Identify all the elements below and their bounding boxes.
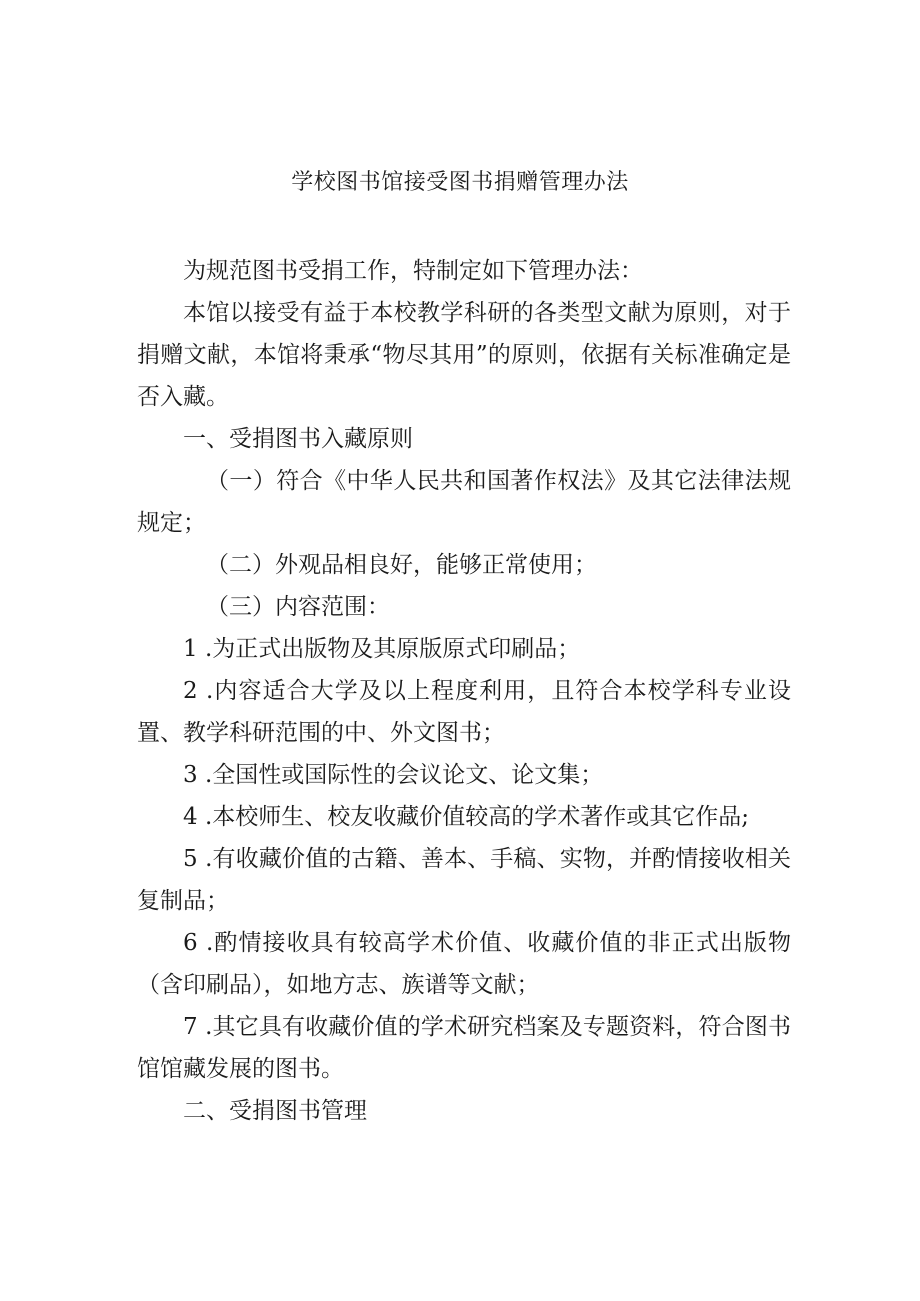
section-heading-1: 一、受捐图书入藏原则 — [183, 426, 413, 452]
list-item-7: 7 .其它具有收藏价值的学术研究档案及专题资料，符合图书馆馆藏发展的图书。 — [137, 1014, 791, 1082]
clause-3: （三）内容范围： — [206, 594, 390, 620]
list-item-6: 6 .酌情接收具有较高学术价值、收藏价值的非正式出版物（含印刷品），如地方志、族谱等文献； — [137, 930, 791, 998]
clause-1: （一）符合《中华人民共和国著作权法》及其它法律法规规定； — [137, 468, 791, 536]
clause-2: （二）外观品相良好，能够正常使用； — [206, 552, 597, 578]
document-title: 学校图书馆接受图书捐赠管理办法 — [291, 170, 629, 195]
list-item-2: 2 .内容适合大学及以上程度利用，且符合本校学科专业设置、教学科研范围的中、外文图书； — [137, 678, 791, 746]
section-heading-2: 二、受捐图书管理 — [183, 1098, 367, 1124]
list-item-5: 5 .有收藏价值的古籍、善本、手稿、实物，并酌情接收相关复制品； — [137, 846, 791, 914]
paragraph-intro: 为规范图书受捐工作，特制定如下管理办法： — [183, 258, 643, 284]
list-item-3: 3 .全国性或国际性的会议论文、论文集； — [183, 762, 604, 788]
paragraph-principle: 本馆以接受有益于本校教学科研的各类型文献为原则，对于捐赠文献，本馆将秉承“物尽其用”的原则，依据有关标准确定是否入藏。 — [137, 300, 791, 410]
list-item-4: 4 .本校师生、校友收藏价值较高的学术著作或其它作品; — [183, 804, 750, 830]
list-item-1: 1 .为正式出版物及其原版原式印刷品； — [183, 636, 581, 662]
document-body — [137, 250, 791, 1132]
